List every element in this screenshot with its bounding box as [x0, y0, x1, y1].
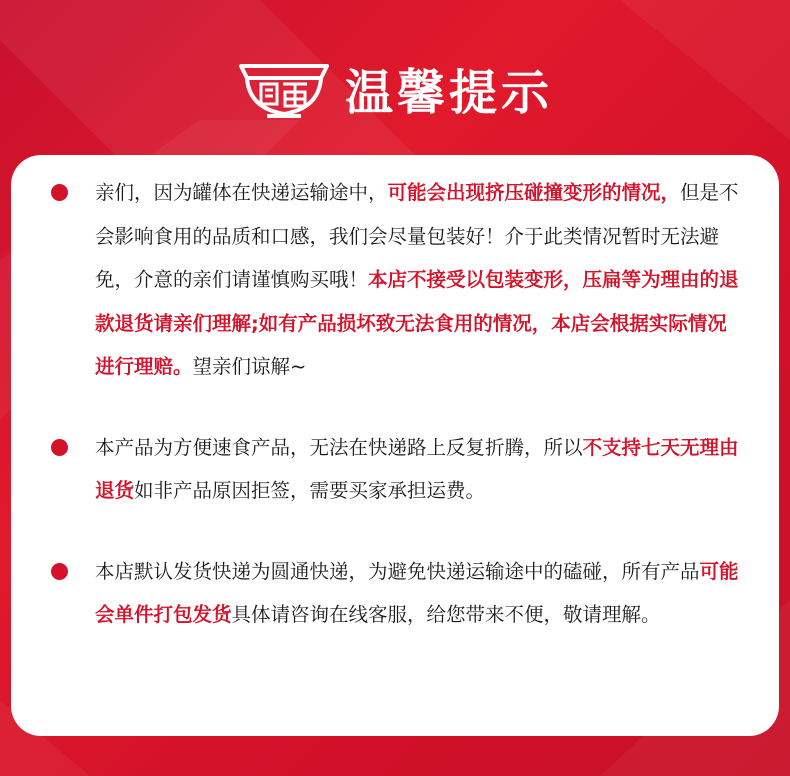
- notice-highlight: 本店不接受以包装变形，压扁等为理由的退款退货请亲们理解;如有产品损坏致无法食用的情况，本店会根据实际情况进行理赔。: [95, 268, 739, 378]
- bullet-dot-icon: [51, 184, 68, 201]
- notice-text: 如非产品原因拒签，需要买家承担运费。: [134, 479, 486, 502]
- notice-card: [11, 155, 779, 736]
- notice-item: [11, 550, 779, 637]
- notice-highlight: 不支持七天无理由退货: [95, 435, 739, 502]
- page-title: 温馨提示: [344, 64, 553, 121]
- bullet-dot-icon: [51, 563, 68, 580]
- notice-text: 具体请咨询在线客服，给您带来不便，敬请理解。: [231, 603, 661, 626]
- fu-bowl-logo-icon: [237, 56, 331, 120]
- header: [0, 52, 790, 124]
- bullet-dot-icon: [51, 439, 68, 456]
- notice-text: 亲们，因为罐体在快递运输途中，: [95, 181, 388, 204]
- notice-highlight: 可能会出现挤压碰撞变形的情况，: [387, 181, 681, 204]
- notice-text: 望亲们谅解~: [192, 355, 307, 378]
- notice-highlight: 可能会单件打包发货: [95, 559, 739, 626]
- notice-text: 但是不会影响食用的品质和口感，我们会尽量包装好！介于此类情况暂时无法避免，介意的亲们请谨慎购买哦！: [95, 181, 739, 291]
- notice-text: 本产品为方便速食产品，无法在快递路上反复折腾，所以: [95, 435, 583, 459]
- notice-text: 本店默认发货快递为圆通快递，为避免快递运输途中的磕碰，所有产品: [95, 559, 700, 583]
- notice-item: [11, 426, 779, 513]
- notice-list: [11, 171, 779, 637]
- notice-item: [11, 171, 779, 389]
